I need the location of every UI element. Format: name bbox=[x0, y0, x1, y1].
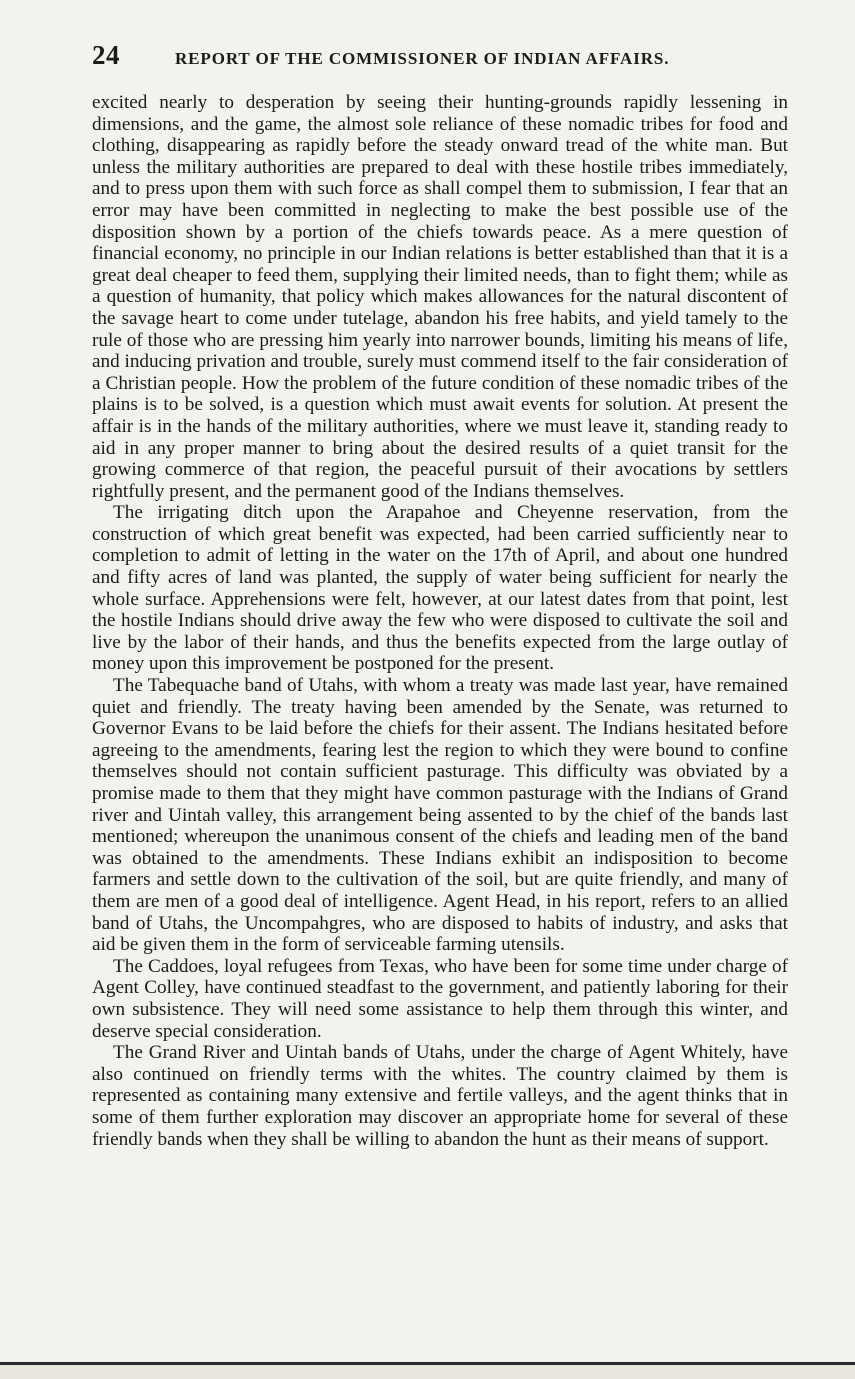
paragraph-continued: excited nearly to desperation by seeing their hunting-grounds rapidly lessening in dimensions, and the game, the almost sole reliance of these nomadic tribes for food and clothing, disappearing as rapidly before the steady onward tread of the white man. But unless the military authorities are prepared to deal with these hostile tribes immediately, and to press upon them with such force as shall compel them to submission, I fear that an error may have been committed in neglecting to make the best possible use of the disposition shown by a portion of the chiefs towards peace. As a mere question of financial economy, no principle in our Indian relations is better established than that it is a great deal cheaper to feed them, supplying their limited needs, than to fight them; while as a question of humanity, that policy which makes allowances for the natural discontent of the savage heart to come under tutelage, abandon his free habits, and yield tamely to the rule of those who are pressing him yearly into narrower bounds, limiting his means of life, and inducing privation and trouble, surely must commend itself to the fair consideration of a Christian people. How the problem of the future condition of these nomadic tribes of the plains is to be solved, is a question which must await events for solution. At present the affair is in the hands of the military authorities, where we must leave it, standing ready to aid in any proper manner to bring about the desired results of a quiet transit for the growing commerce of that region, the peaceful pursuit of their avocations by settlers rightfully present, and the permanent good of the Indians themselves. bbox=[92, 92, 788, 502]
page-number: 24 bbox=[92, 40, 120, 70]
body-text bbox=[92, 92, 788, 1150]
paragraph-irrigating-ditch: The irrigating ditch upon the Arapahoe and Cheyenne reservation, from the construction of which great benefit was expected, had been carried sufficiently near to completion to admit of letting in the water on the 17th of April, and about one hundred and fifty acres of land was planted, the supply of water being sufficient for nearly the whole surface. Apprehensions were felt, however, at our latest dates from that point, lest the hostile Indians should drive away the few who were disposed to cultivate the soil and live by the labor of their hands, and thus the benefits expected from the large outlay of money upon this improvement be postponed for the present. bbox=[92, 502, 788, 675]
paragraph-grand-river-uintah: The Grand River and Uintah bands of Utahs, under the charge of Agent Whitely, have also continued on friendly terms with the whites. The country claimed by them is represented as containing many extensive and fertile valleys, and the agent thinks that in some of them further exploration may discover an appropriate home for several of these friendly bands when they shall be willing to abandon the hunt as their means of support. bbox=[92, 1042, 788, 1150]
page-header bbox=[92, 40, 792, 80]
running-head: REPORT OF THE COMMISSIONER OF INDIAN AFFAIRS. bbox=[175, 49, 670, 68]
bottom-edge bbox=[0, 1365, 855, 1379]
paragraph-tabequache-utahs: The Tabequache band of Utahs, with whom a treaty was made last year, have remained quiet and friendly. The treaty having been amended by the Senate, was returned to Governor Evans to be laid before the chiefs for their assent. The Indians hesitated before agreeing to the amendments, fearing lest the region to which they were bound to confine themselves should not contain sufficient pasturage. This difficulty was obviated by a promise made to them that they might have common pasturage with the Indians of Grand river and Uintah valley, this arrangement being assented to by the chief of the bands last mentioned; whereupon the unanimous consent of the chiefs and leading men of the band was obtained to the amendments. These Indians exhibit an indisposition to become farmers and settle down to the cultivation of the soil, but are quite friendly, and many of them are men of a good deal of intelligence. Agent Head, in his report, refers to an allied band of Utahs, the Uncompahgres, who are disposed to habits of industry, and asks that aid be given them in the form of serviceable farming utensils. bbox=[92, 675, 788, 956]
paragraph-caddoes: The Caddoes, loyal refugees from Texas, who have been for some time under charge of Agent Colley, have continued steadfast to the government, and patiently laboring for their own subsistence. They will need some assistance to help them through this winter, and deserve special consideration. bbox=[92, 955, 788, 1042]
